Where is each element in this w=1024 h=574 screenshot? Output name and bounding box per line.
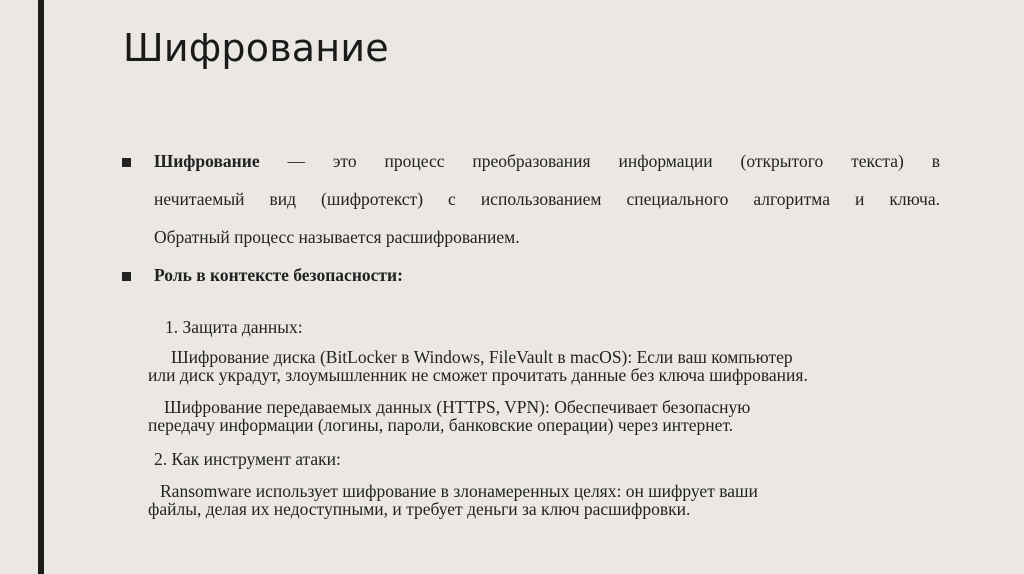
definition-text: — это процесс преобразования информации (открытого текста) в — [259, 151, 940, 171]
section-2-heading-text: 2. Как инструмент атаки: — [154, 449, 341, 469]
transit-encryption-line-2: передачу информации (логины, пароли, банковские операции) через интернет. — [148, 415, 734, 435]
disk-encryption-line-2: или диск украдут, злоумышленник не сможет прочитать данные без ключа шифрования. — [148, 365, 808, 385]
bullet-square-icon — [122, 272, 131, 281]
security-role-heading — [154, 265, 403, 285]
slide-title: Шифрование — [123, 26, 389, 70]
definition-term: Шифрование — [154, 151, 260, 171]
ransomware-text-1: Ransomware использует шифрование в злонамеренных целях: он шифрует ваши — [160, 481, 758, 501]
section-2-heading — [148, 449, 341, 469]
transit-encryption-text-1: Шифрование передаваемых данных (HTTPS, VPN): Обеспечивает безопасную — [164, 397, 751, 417]
ransomware-line-2: файлы, делая их недоступными, и требует деньги за ключ расшифровки. — [148, 499, 691, 519]
section-1-heading: 1. Защита данных: — [165, 317, 303, 337]
security-role-heading-text: Роль в контексте безопасности: — [154, 265, 403, 285]
definition-line-3: Обратный процесс называется расшифрованием. — [154, 227, 520, 247]
disk-encryption-text-1: Шифрование диска (BitLocker в Windows, FileVault в macOS): Если ваш компьютер — [171, 347, 793, 367]
definition-line-2: нечитаемый вид (шифротекст) с использованием специального алгоритма и ключа. — [154, 189, 940, 209]
bullet-square-icon — [122, 158, 131, 167]
definition-line-1 — [154, 151, 940, 171]
